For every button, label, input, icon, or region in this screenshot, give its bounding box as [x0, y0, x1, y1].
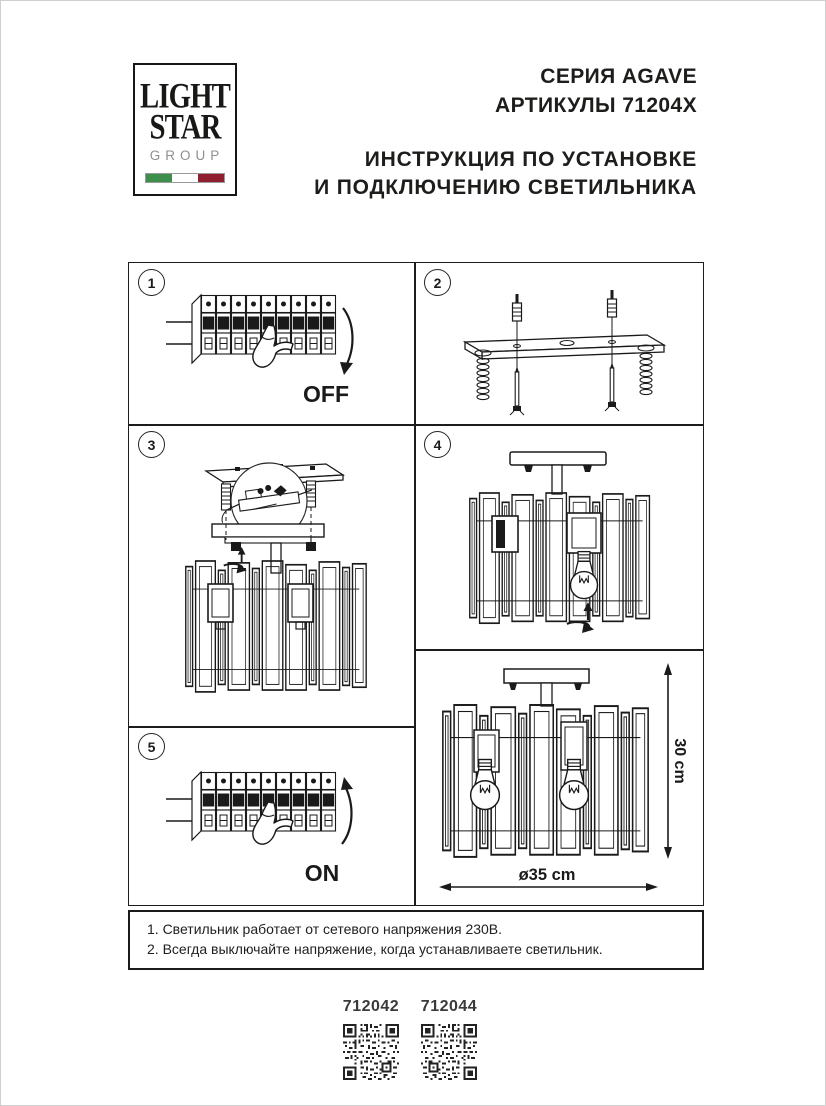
step5-illustration-breaker-on	[130, 729, 413, 904]
mounting-plate	[465, 335, 664, 359]
drum-shade	[186, 561, 366, 692]
step-2-badge: 2	[424, 269, 451, 296]
step3-illustration-assembly	[130, 426, 413, 724]
note-line-1: 1. Светильник работает от сетевого напряжения 230В.	[147, 921, 503, 937]
lamp-socket	[208, 584, 233, 629]
drum-shade	[470, 493, 650, 623]
diameter-dimension-label: ø35 cm	[518, 866, 576, 884]
height-dimension-label: 30 cm	[671, 738, 688, 784]
safety-notes	[128, 910, 704, 970]
center-rod	[271, 543, 281, 573]
wall-anchor	[608, 290, 617, 317]
article-code-block	[326, 998, 416, 1085]
step-4-badge: 4	[424, 431, 451, 458]
article-code-label: 712044	[420, 998, 478, 1015]
step-3-badge: 3	[138, 431, 165, 458]
lamp-socket	[288, 584, 313, 629]
grid-divider-vertical	[414, 262, 416, 906]
step4-illustration-bulb-install	[417, 426, 702, 647]
flag-green-segment	[146, 174, 172, 182]
drum-shade	[443, 705, 648, 857]
step-5-badge: 5	[138, 733, 165, 760]
wall-anchor	[513, 294, 522, 321]
series-title: СЕРИЯ AGAVE	[540, 65, 697, 88]
note-line-2: 2. Всегда выключайте напряжение, когда устанавливаете светильник.	[147, 940, 603, 957]
flag-white-segment	[172, 174, 198, 182]
center-rod	[552, 465, 562, 494]
lightstar-logo	[133, 63, 237, 196]
article-code-block	[404, 998, 494, 1085]
curved-arrow-down-icon	[340, 308, 353, 375]
logo-word-light: LIGHT	[140, 74, 230, 116]
lamp-socket	[567, 513, 601, 553]
spring	[477, 358, 489, 399]
nut	[306, 542, 316, 551]
step1-illustration-breaker-off	[130, 264, 413, 422]
final-illustration-dimensions	[417, 652, 702, 904]
qr-code	[421, 1024, 477, 1080]
articles-title: АРТИКУЛЫ 71204X	[495, 94, 697, 117]
lamp-socket	[492, 516, 518, 552]
grid-divider-right	[415, 649, 704, 651]
mounting-screw	[510, 366, 524, 415]
document-title	[495, 62, 697, 120]
logo-word-group: GROUP	[149, 148, 225, 163]
grid-divider-left	[128, 726, 415, 728]
nut	[231, 542, 241, 551]
curved-arrow-up-icon	[341, 777, 353, 844]
article-code-label: 712042	[342, 998, 400, 1015]
dimension-line-diameter	[439, 866, 658, 891]
spring	[640, 353, 652, 394]
step-1-badge: 1	[138, 269, 165, 296]
step2-illustration-mounting-plate	[417, 264, 702, 422]
instruction-title: ИНСТРУКЦИЯ ПО УСТАНОВКЕ И ПОДКЛЮЧЕНИЮ СВЕТИЛЬНИКА	[314, 148, 697, 199]
canopy	[212, 524, 324, 543]
off-label: OFF	[303, 381, 349, 407]
mounting-screw	[605, 362, 619, 411]
italian-flag-bar	[145, 173, 225, 183]
flag-red-segment	[198, 174, 224, 182]
on-label: ON	[304, 860, 340, 886]
logo-word-star: STAR	[149, 105, 221, 147]
dimension-line-height	[664, 663, 688, 859]
center-rod	[541, 683, 552, 706]
qr-code	[343, 1024, 399, 1080]
